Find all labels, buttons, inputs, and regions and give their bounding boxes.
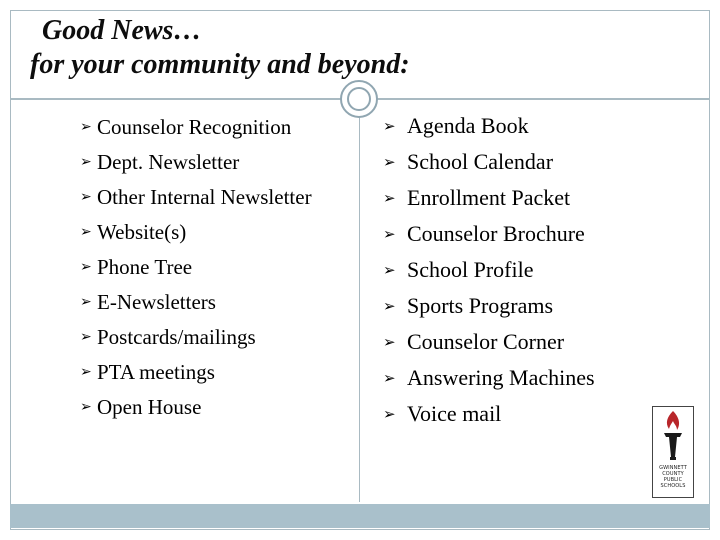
logo-caption-line: GWINNETT xyxy=(659,465,687,471)
arrow-bullet-icon: ➢ xyxy=(80,119,92,135)
arrow-bullet-icon: ➢ xyxy=(383,297,396,315)
logo-caption xyxy=(653,465,693,489)
list-item-text: E-Newsletters xyxy=(97,290,216,314)
list-item xyxy=(383,216,683,252)
list-item xyxy=(383,108,683,144)
logo-caption-line: SCHOOLS xyxy=(660,483,686,489)
list-item xyxy=(383,144,683,180)
logo-caption-line: PUBLIC xyxy=(663,477,683,483)
list-item xyxy=(80,320,352,355)
list-item-text: Open House xyxy=(97,395,202,419)
list-item-text: Sports Programs xyxy=(407,293,554,318)
list-item xyxy=(383,180,683,216)
list-item-text: Postcards/mailings xyxy=(97,325,256,349)
list-item xyxy=(80,285,352,320)
arrow-bullet-icon: ➢ xyxy=(383,189,396,207)
footer-bar xyxy=(10,504,710,528)
arrow-bullet-icon: ➢ xyxy=(80,154,92,170)
arrow-bullet-icon: ➢ xyxy=(383,405,396,423)
column-divider xyxy=(359,100,360,502)
arrow-bullet-icon: ➢ xyxy=(80,364,92,380)
list-item-text: Voice mail xyxy=(407,401,502,426)
arrow-bullet-icon: ➢ xyxy=(383,261,396,279)
slide-title xyxy=(30,14,410,82)
school-district-logo xyxy=(652,406,694,498)
list-item-text: Website(s) xyxy=(97,220,187,244)
arrow-bullet-icon: ➢ xyxy=(383,225,396,243)
list-item-text: School Calendar xyxy=(407,149,554,174)
arrow-bullet-icon: ➢ xyxy=(80,189,92,205)
arrow-bullet-icon: ➢ xyxy=(80,294,92,310)
list-item xyxy=(80,390,352,425)
arrow-bullet-icon: ➢ xyxy=(383,117,396,135)
list-item xyxy=(383,252,683,288)
list-item xyxy=(383,288,683,324)
list-item xyxy=(80,215,352,250)
title-line-1: Good News… xyxy=(42,15,202,46)
title-line-2: for your community and beyond: xyxy=(30,49,410,80)
list-item-text: Phone Tree xyxy=(97,255,193,279)
arrow-bullet-icon: ➢ xyxy=(383,153,396,171)
arrow-bullet-icon: ➢ xyxy=(80,329,92,345)
list-item-text: Other Internal Newsletter xyxy=(97,185,312,209)
divider-ring-inner xyxy=(347,87,371,111)
logo-caption-line: COUNTY xyxy=(662,471,684,477)
arrow-bullet-icon: ➢ xyxy=(383,369,396,387)
list-item xyxy=(80,355,352,390)
list-item xyxy=(383,360,683,396)
list-item-text: Counselor Corner xyxy=(407,329,565,354)
list-item xyxy=(80,180,352,215)
list-item-text: PTA meetings xyxy=(97,360,215,384)
arrow-bullet-icon: ➢ xyxy=(80,259,92,275)
list-item-text: Answering Machines xyxy=(407,365,595,390)
arrow-bullet-icon: ➢ xyxy=(383,333,396,351)
list-item-text: Enrollment Packet xyxy=(407,185,571,210)
list-item xyxy=(383,324,683,360)
arrow-bullet-icon: ➢ xyxy=(80,224,92,240)
torch-icon xyxy=(653,407,693,465)
list-item xyxy=(80,250,352,285)
list-item xyxy=(80,110,352,145)
right-bullet-list xyxy=(383,108,683,432)
list-item-text: Dept. Newsletter xyxy=(97,150,240,174)
list-item xyxy=(80,145,352,180)
list-item-text: School Profile xyxy=(407,257,534,282)
list-item-text: Counselor Recognition xyxy=(97,115,292,139)
list-item-text: Counselor Brochure xyxy=(407,221,585,246)
arrow-bullet-icon: ➢ xyxy=(80,399,92,415)
list-item xyxy=(383,396,683,432)
left-bullet-list xyxy=(80,110,352,425)
list-item-text: Agenda Book xyxy=(407,113,529,138)
